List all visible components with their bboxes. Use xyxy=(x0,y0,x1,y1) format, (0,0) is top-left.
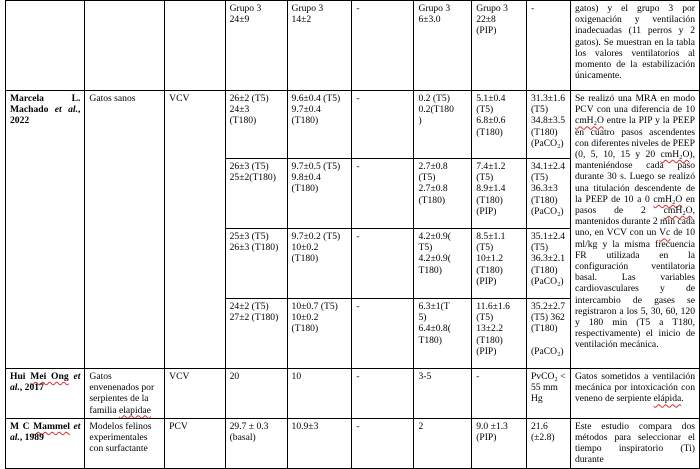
author-cell: M C Mammel et al., 1989 xyxy=(6,418,85,468)
c7-cell: 3-5 xyxy=(414,369,472,419)
table-row xyxy=(6,1,700,91)
notes-cell: Gatos sometidos a ventilación mecánica por intoxicación con veneno de serpiente elápida. xyxy=(570,369,699,419)
c9-cell: PvCO₂ < 55 mm Hg xyxy=(526,369,570,419)
c5-cell: 9.7±0.5 (T5) 9.8±0.4 (T180) xyxy=(287,159,352,229)
c5-cell: 10±0.7 (T5) 10±0.2 (T180) xyxy=(287,299,352,369)
c6-cell: - xyxy=(352,299,414,369)
author-cell: Hui Mei Ong et al., 2017 xyxy=(6,369,85,419)
notes-cell: gatos) y el grupo 3 por oxigenación y ventilación inadecuadas (11 perros y 2 gatos). Se muestran en la tabla los valores ventilatorios al momento de la estabilización únicamente. xyxy=(570,1,699,91)
c5-cell: Grupo 3 14±2 xyxy=(287,1,352,91)
c7-cell: 0.2 (T5) 0.2(T180 ) xyxy=(414,91,472,159)
mode-cell: VCV xyxy=(165,369,225,419)
c9-cell: 34.1±2.4 (T5) 36.3±3 (T180) (PaCO₂) xyxy=(526,159,570,229)
c8-cell: 7.4±1.2 (T5) 8.9±1.4 (T180) (PIP) xyxy=(472,159,527,229)
table-row xyxy=(6,369,700,419)
c8-cell: 11.6±1.6 (T5) 13±2.2 (T180) (PIP) xyxy=(472,299,527,369)
c4-cell: 29.7 ± 0.3 (basal) xyxy=(225,418,287,468)
population-cell: Gatos envenenados por serpientes de la familia elapidae xyxy=(85,369,165,419)
c6-cell: - xyxy=(352,369,414,419)
c4-cell: 26±3 (T5) 25±2(T180) xyxy=(225,159,287,229)
c8-cell: 5.1±0.4 (T5) 6.8±0.6 (T180) xyxy=(472,91,527,159)
c4-cell: Grupo 3 24±9 xyxy=(225,1,287,91)
c4-cell: 24±2 (T5) 27±2 (T180) xyxy=(225,299,287,369)
c5-cell: 9.7±0.2 (T5) 10±0.2 (T180) xyxy=(287,229,352,299)
c7-cell: 4.2±0.9( T5) 4.2±0.9( T180) xyxy=(414,229,472,299)
c7-cell: 2.7±0.8 (T5) 2.7±0.8 (T180) xyxy=(414,159,472,229)
c5-cell: 9.6±0.4 (T5) 9.7±0.4 (T180) xyxy=(287,91,352,159)
population-cell: Gatos sanos xyxy=(85,91,165,369)
mode-cell xyxy=(165,1,225,91)
population-cell xyxy=(85,1,165,91)
c7-cell: 2 xyxy=(414,418,472,468)
c4-cell: 26±2 (T5) 24±3 (T180) xyxy=(225,91,287,159)
c7-cell: 6.3±1(T 5) 6.4±0.8( T180) xyxy=(414,299,472,369)
c6-cell: - xyxy=(352,418,414,468)
table-row xyxy=(6,91,700,159)
population-cell: Modelos felinos experimentales con surfactante xyxy=(85,418,165,468)
table-row xyxy=(6,418,700,468)
c6-cell: - xyxy=(352,159,414,229)
c8-cell: - xyxy=(472,369,527,419)
notes-cell: Se realizó una MRA en modo PCV con una diferencia de 10 cmH₂O entre la PIP y la PEEP en cuatro pasos ascendentes con diferentes niveles de PEEP (0, 5, 10, 15 y 20 cmH₂O), manteniéndose cada paso durante 30 s. Luego se realizó una titulación descendente de la PEEP de 10 a 0 cmH₂O en pasos de 2 cmH₂O, mantenidos durante 2 min cada uno, en VCV con un Vc de 10 ml/kg y la misma frecuencia FR utilizada en la configuración ventilatoria basal. Las variables cardiovasculares y de intercambio de gases se registraron a los 5, 30, 60, 120 y 180 min (T5 a T180, respectivamente) el inicio de ventilación mecánica. xyxy=(570,91,699,369)
c4-cell: 25±3 (T5) 26±3 (T180) xyxy=(225,229,287,299)
notes-cell: Este estudio compara dos métodos para seleccionar el tiempo inspiratorio (Ti) durante xyxy=(570,418,699,468)
c5-cell: 10 xyxy=(287,369,352,419)
c9-cell: - xyxy=(526,1,570,91)
author-cell xyxy=(6,1,85,91)
c5-cell: 10.9±3 xyxy=(287,418,352,468)
c9-cell: 35.2±2.7 (T5) 362 (T180) (PaCO₂) xyxy=(526,299,570,369)
c8-cell: 8.5±1.1 (T5) 10±1.2 (T180) (PIP) xyxy=(472,229,527,299)
mode-cell: VCV xyxy=(165,91,225,369)
c8-cell: Grupo 3 22±8 (PIP) xyxy=(472,1,527,91)
mode-cell: PCV xyxy=(165,418,225,468)
c8-cell: 9.0 ±1.3 (PIP) xyxy=(472,418,527,468)
c6-cell: - xyxy=(352,229,414,299)
c6-cell: - xyxy=(352,1,414,91)
c9-cell: 35.1±2.4 (T5) 36.3±2.1 (T180) (PaCO₂) xyxy=(526,229,570,299)
c6-cell: - xyxy=(352,91,414,159)
data-table xyxy=(5,0,700,469)
c9-cell: 21.6 (±2.8) xyxy=(526,418,570,468)
c4-cell: 20 xyxy=(225,369,287,419)
c7-cell: Grupo 3 6±3.0 xyxy=(414,1,472,91)
author-cell: Marcela L. Machado et al., 2022 xyxy=(6,91,85,369)
c9-cell: 31.3±1.6 (T5) 34.8±3.5 (T180) (PaCO₂) xyxy=(526,91,570,159)
